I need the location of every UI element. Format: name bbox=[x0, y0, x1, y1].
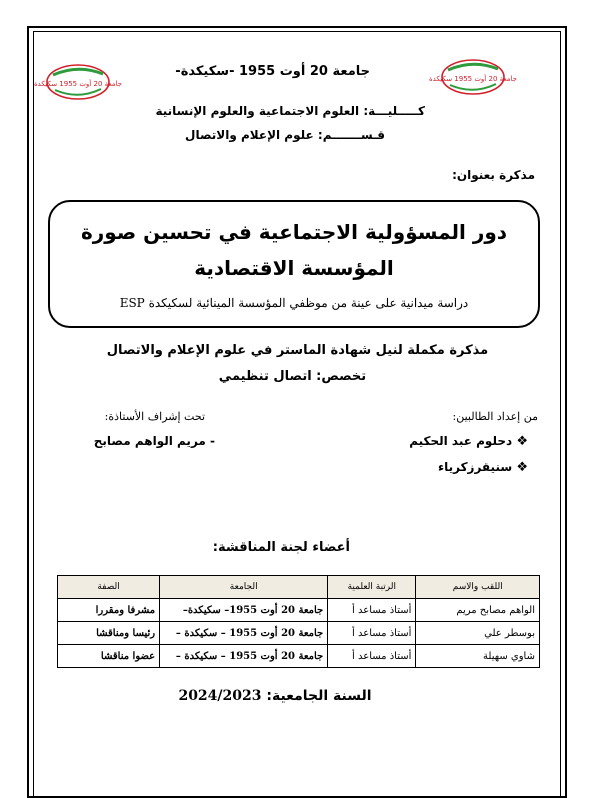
logo-text: جامعة 20 أوت 1955 سكيكدة bbox=[429, 75, 517, 83]
table-cell: أستاذ مساعد أ bbox=[328, 599, 416, 622]
table-row bbox=[58, 645, 540, 668]
memo-label: مذكرة بعنوان: bbox=[452, 168, 535, 182]
degree-line: مذكرة مكملة لنيل شهادة الماستر في علوم الإعلام والاتصال bbox=[106, 343, 489, 358]
jury-label: أعضاء لجنة المناقشة: bbox=[212, 540, 350, 555]
column-header: الصفة bbox=[58, 576, 160, 599]
column-header: الرتبة العلمية bbox=[328, 576, 416, 599]
academic-year-label: السنة الجامعية: bbox=[266, 688, 372, 704]
column-header: الجامعة bbox=[160, 576, 328, 599]
table-row bbox=[58, 622, 540, 645]
jury-table bbox=[57, 575, 540, 668]
table-cell: جامعة 20 أوت 1955 – سكيكدة – bbox=[160, 645, 328, 668]
table-row bbox=[58, 599, 540, 622]
academic-year-value: 2024/2023 bbox=[178, 688, 262, 704]
diamond-bullet-icon: ❖ bbox=[516, 460, 528, 475]
table-cell: أستاذ مساعد أ bbox=[328, 622, 416, 645]
university-logo-icon bbox=[429, 57, 517, 97]
student-name: دحلوم عبد الحكيم bbox=[409, 434, 513, 448]
table-cell: أستاذ مساعد أ bbox=[328, 645, 416, 668]
university-logo-icon bbox=[34, 62, 122, 102]
table-cell: جامعة 20 أوت 1955– سكيكدة– bbox=[160, 599, 328, 622]
department-name: قـســـــــم: علوم الإعلام والاتصال bbox=[185, 128, 385, 142]
table-cell: بوسطر علي bbox=[416, 622, 540, 645]
column-header: اللقب والاسم bbox=[416, 576, 540, 599]
university-logo-left bbox=[34, 62, 122, 102]
table-cell: جامعة 20 أوت 1955 – سكيكدة – bbox=[160, 622, 328, 645]
table-cell: عضوا مناقشا bbox=[58, 645, 160, 668]
logo-text: جامعة 20 أوت 1955 سكيكدة bbox=[34, 80, 122, 88]
supervisor-name: - مريم الواهم مصابح bbox=[93, 434, 215, 448]
supervisor-label: تحت إشراف الأستاذة: bbox=[104, 410, 205, 423]
table-cell: الواهم مصابح مريم bbox=[416, 599, 540, 622]
student-item bbox=[360, 434, 528, 449]
table-cell: رئيسا ومناقشا bbox=[58, 622, 160, 645]
table-header-row bbox=[58, 576, 540, 599]
diamond-bullet-icon: ❖ bbox=[516, 434, 528, 449]
faculty-name: كـــــليـــة: العلوم الاجتماعية والعلوم الإنسانية bbox=[155, 104, 425, 118]
university-logo-right bbox=[429, 57, 517, 97]
student-item bbox=[360, 460, 528, 475]
academic-year bbox=[170, 688, 380, 704]
thesis-title: دور المسؤولية الاجتماعية في تحسين صورة المؤسسة الاقتصادية bbox=[80, 220, 508, 280]
thesis-subtitle: دراسة ميدانية على عينة من موظفي المؤسسة المينائية لسكيكدة ESP bbox=[119, 296, 469, 310]
university-name: جامعة 20 أوت 1955 -سكيكدة- bbox=[175, 64, 370, 79]
specialty-line: تخصص: اتصال تنظيمي bbox=[218, 369, 367, 384]
title-box bbox=[48, 200, 540, 328]
students-label: من إعداد الطالبين: bbox=[452, 410, 538, 423]
student-name: سنيقرزكرياء bbox=[437, 460, 513, 474]
table-cell: شاوي سهيلة bbox=[416, 645, 540, 668]
table-cell: مشرفا ومقررا bbox=[58, 599, 160, 622]
